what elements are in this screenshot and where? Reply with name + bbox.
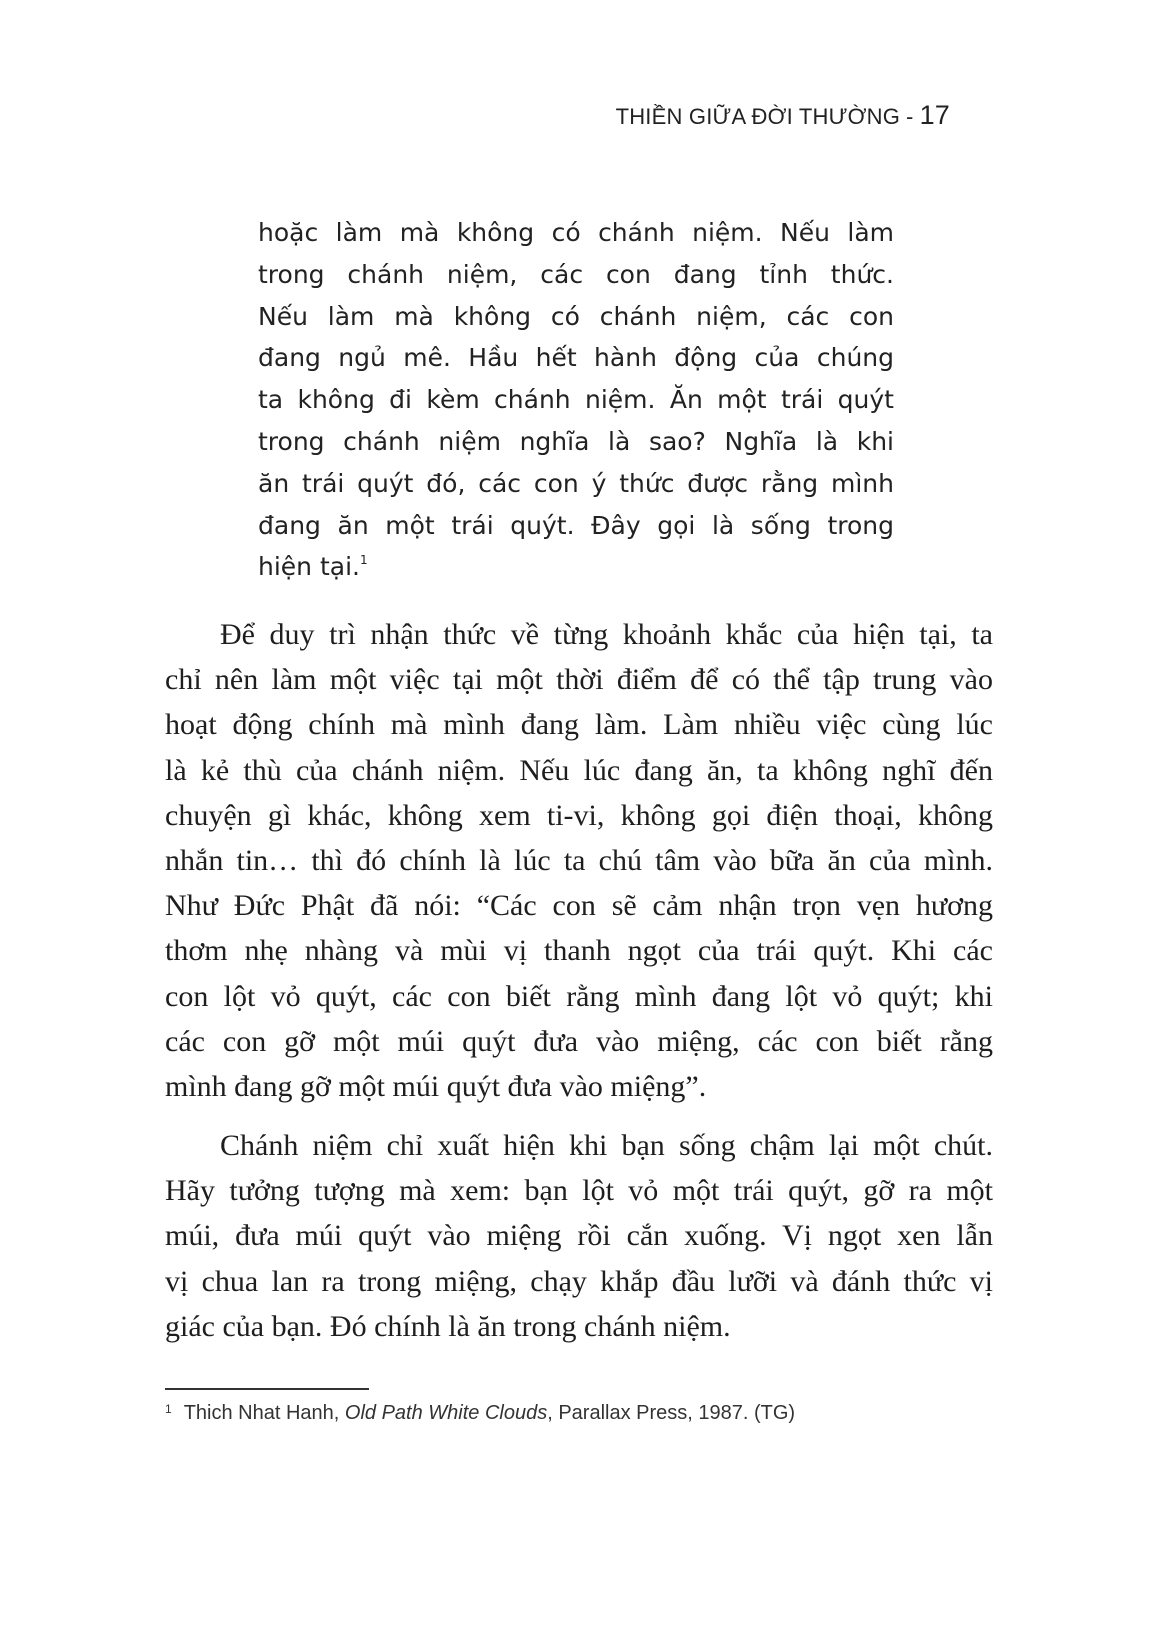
- paragraph-line: Hãy tưởng tượng mà xem: bạn lột vỏ một trái quýt, gỡ ra một: [165, 1174, 993, 1208]
- paragraph-line: vị chua lan ra trong miệng, chạy khắp đầu lưỡi và đánh thức vị: [165, 1264, 993, 1298]
- quote-line: trong chánh niệm nghĩa là sao? Nghĩa là khi: [258, 426, 894, 456]
- footnote-book-title: Old Path White Clouds: [344, 1402, 548, 1424]
- paragraph-line: Để duy trì nhận thức về từng khoảnh khắc của hiện tại, ta: [220, 618, 993, 651]
- header-separator: -: [906, 104, 914, 129]
- quote-line: đang ăn một trái quýt. Đây gọi là sống trong: [258, 510, 894, 540]
- paragraph-line: chuyện gì khác, không xem ti-vi, không gọi điện thoại, không: [165, 798, 993, 832]
- quote-line: Nếu làm mà không có chánh niệm, các con: [258, 301, 894, 331]
- paragraph-line: hoạt động chính mà mình đang làm. Làm nhiều việc cùng lúc: [165, 708, 993, 742]
- quote-line: hoặc làm mà không có chánh niệm. Nếu làm: [258, 218, 894, 247]
- running-header: [616, 100, 950, 131]
- paragraph-line: Như Đức Phật đã nói: “Các con sẽ cảm nhận trọn vẹn hương: [165, 889, 993, 923]
- block-quote: [258, 212, 894, 588]
- footnote: [165, 1402, 795, 1425]
- footnote-mark: 1: [165, 1402, 172, 1416]
- footnote-publisher: , Parallax Press, 1987. (TG): [547, 1402, 796, 1424]
- paragraph-line: chỉ nên làm một việc tại một thời điểm để có thể tập trung vào: [165, 663, 993, 697]
- quote-line: ta không đi kèm chánh niệm. Ăn một trái quýt: [258, 385, 894, 415]
- paragraph-line: mình đang gỡ một múi quýt đưa vào miệng”.: [165, 1069, 707, 1103]
- paragraph-line: thơm nhẹ nhàng và mùi vị thanh ngọt của trái quýt. Khi các: [165, 934, 993, 968]
- footnote-reference: 1: [359, 553, 368, 568]
- paragraph-line: nhắn tin… thì đó chính là lúc ta chú tâm vào bữa ăn của mình.: [165, 843, 993, 877]
- paragraph-line: Chánh niệm chỉ xuất hiện khi bạn sống chậm lại một chút.: [220, 1129, 993, 1162]
- quote-line: đang ngủ mê. Hầu hết hành động của chúng: [258, 343, 894, 373]
- quote-line: ăn trái quýt đó, các con ý thức được rằng mình: [258, 468, 894, 498]
- book-title: THIỀN GIỮA ĐỜI THƯỜNG: [615, 104, 901, 129]
- page-number: 17: [919, 100, 950, 130]
- paragraph-line: các con gỡ một múi quýt đưa vào miệng, các con biết rằng: [165, 1024, 993, 1058]
- paragraph-2: [165, 1123, 993, 1349]
- paragraph-line: múi, đưa múi quýt vào miệng rồi cắn xuống. Vị ngọt xen lẫn: [165, 1219, 993, 1253]
- paragraph-line: giác của bạn. Đó chính là ăn trong chánh niệm.: [165, 1309, 731, 1343]
- quote-line: trong chánh niệm, các con đang tỉnh thức.: [258, 259, 894, 289]
- quote-line-last: [258, 546, 894, 588]
- footnote-author: Thich Nhat Hanh,: [183, 1402, 340, 1424]
- paragraph-1: [165, 612, 993, 1109]
- paragraph-line: là kẻ thù của chánh niệm. Nếu lúc đang ăn, ta không nghĩ đến: [165, 753, 993, 787]
- footnote-divider: [165, 1388, 369, 1390]
- quote-line-text: hiện tại.: [258, 552, 360, 582]
- paragraph-line: con lột vỏ quýt, các con biết rằng mình đang lột vỏ quýt; khi: [165, 979, 993, 1013]
